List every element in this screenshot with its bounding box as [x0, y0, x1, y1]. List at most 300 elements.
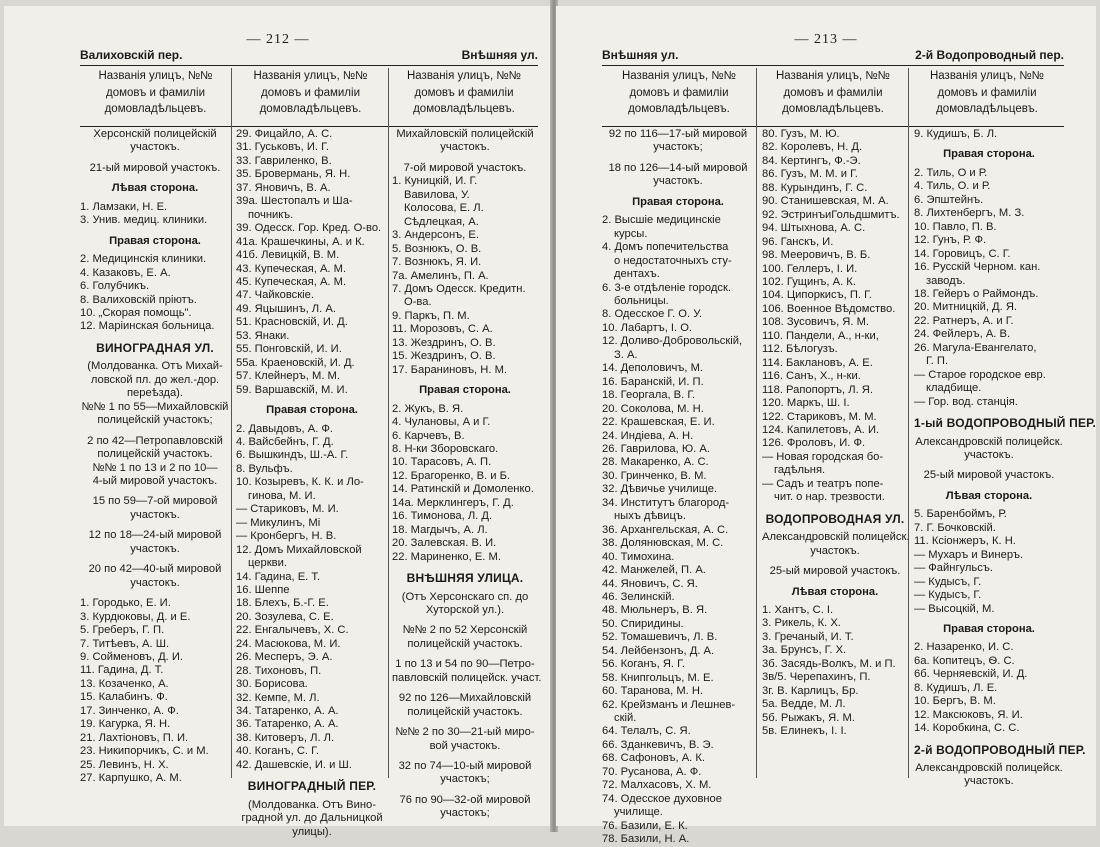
district-note: 25-ый мировой участокъ.	[769, 565, 901, 578]
entry-line: 6а. Копитецъ, Ѳ. С.	[914, 654, 1015, 667]
entry-line: — Старое городское евр.	[914, 368, 1046, 381]
entry-line: О-ва.	[404, 296, 432, 309]
section-heading: Правая сторона.	[266, 404, 358, 417]
district-note: участокъ.	[130, 508, 180, 521]
entry-line: 4. Тиль, О. и Р.	[914, 180, 991, 193]
entry-line: 70. Русанова, А. Ф.	[602, 765, 702, 778]
district-note: 25-ый мировой участокъ.	[923, 469, 1055, 482]
entry-line: о недостаточныхъ сту-	[614, 254, 732, 267]
entry-line: 38. Долянювская, М. С.	[602, 537, 724, 550]
entry-line: 78. Базили, Н. А.	[602, 833, 690, 846]
entry-line: 2. Назаренко, И. С.	[914, 641, 1014, 654]
entry-line: 110. Пандели, А., н-ки,	[762, 329, 879, 342]
running-header-left: Внѣшняя ул.	[602, 48, 679, 62]
entry-line: 10. „Скорая помощь".	[80, 306, 192, 319]
district-note: участокъ;	[653, 141, 703, 154]
entry-line: 14. Деполовичъ, М.	[602, 362, 704, 375]
district-note: (Молдованка. Отъ Вино-	[248, 798, 376, 811]
entry-line: 40. Коганъ, С. Г.	[236, 745, 319, 758]
district-note: 20 по 42—40-ый мировой	[88, 563, 222, 576]
entry-line: 51. Красновскій, И. Д.	[236, 316, 348, 329]
entry-line: 16. Русскій Черном. кан.	[914, 261, 1041, 274]
entry-line: 6. Голубчикъ.	[80, 280, 150, 293]
entry-line: 5в. Елинекъ, І. І.	[762, 725, 847, 738]
entry-line: — Высоцкій, М.	[914, 602, 995, 615]
entry-line: 64. Телалъ, С. Я.	[602, 725, 691, 738]
entry-line: 12. Брагоренко, В. и Б.	[392, 469, 511, 482]
entry-line: 6. Вышкиндъ, Ш.-А. Г.	[236, 449, 349, 462]
entry-line: 98. Мееровичъ, В. Б.	[762, 249, 871, 262]
section-heading: Правая сторона.	[632, 195, 724, 208]
entry-line: Сѣдлецкая, А.	[404, 215, 479, 228]
entry-line: 5. Вознюкъ, О. В.	[392, 242, 482, 255]
entry-line: 38. Китоверъ, Л. Л.	[236, 731, 335, 744]
entry-line: 124. Капилетовъ, А. И.	[762, 423, 880, 436]
entry-line: 37. Яновичъ, В. А.	[236, 181, 331, 194]
district-note: улицы).	[292, 825, 332, 838]
entry-line: 1. Ламзаки, Н. Е.	[80, 200, 168, 213]
entry-line: 66. Зданкевичъ, В. Э.	[602, 738, 714, 751]
district-note: участокъ.	[810, 544, 860, 557]
entry-line: 14. Горовицъ, С. Г.	[914, 247, 1011, 260]
district-note: (Отъ Херсонскаго сп. до	[401, 590, 529, 603]
entry-line: 10. Лабартъ, І. О.	[602, 321, 693, 334]
entry-line: 7. Вознюкъ, Я. И.	[392, 256, 482, 269]
entry-line: 2. Медицинскія клиники.	[80, 253, 207, 266]
entry-line: 59. Варшавскій, М. И.	[236, 383, 348, 396]
district-note: участокъ.	[130, 542, 180, 555]
entry-line: 104. Ципоркисъ, П. Г.	[762, 289, 872, 302]
spacer	[80, 590, 230, 597]
entry-line: 5. Баренбоймъ, Р.	[914, 508, 1007, 521]
entry-line: 94. Штыхнова, А. С.	[762, 222, 866, 235]
entry-line: 114. Баклановъ, А. Е.	[762, 356, 873, 369]
entry-line: 5б. Рыжакъ, Я. М.	[762, 711, 855, 724]
district-note: №№ 2 по 52 Херсонскій	[402, 624, 528, 637]
entry-line: 32. Дѣвичье училище.	[602, 483, 718, 496]
entry-line: 47. Чайковскіе.	[236, 289, 314, 302]
entry-line: 34. Татаренко, А. А.	[236, 705, 339, 718]
entry-line: 56. Коганъ, Я. Г.	[602, 658, 685, 671]
column-divider	[388, 68, 389, 778]
column-header: Названія улицъ, №№ домовъ и фамиліи домовладѣльцевъ.	[621, 70, 737, 115]
entry-line: 45. Купеческая, А. М.	[236, 275, 347, 288]
entry-line: 18. Магдычъ, А. Л.	[392, 523, 488, 536]
spacer	[80, 488, 230, 495]
district-note: 15 по 59—7-ой мировой	[92, 495, 218, 508]
entry-line: 12. Максюковъ, Я. И.	[914, 708, 1023, 721]
entry-line: 30. Гринченко, В. М.	[602, 469, 707, 482]
spacer	[80, 155, 230, 162]
entry-line: 36. Архангельская, А. С.	[602, 523, 729, 536]
entry-line: 4. Казаковъ, Е. А.	[80, 266, 171, 279]
district-note: вой участокъ.	[429, 739, 501, 752]
entry-line: 31. Гуськовъ, И. Г.	[236, 141, 329, 154]
text-column	[80, 128, 230, 785]
entry-line: 49. Яцышинъ, Л. А.	[236, 302, 336, 315]
entry-line: 13. Козаченко, А.	[80, 677, 169, 690]
district-note: полицейскій участокъ;	[97, 414, 213, 427]
entry-line: 26. Месперъ, Э. А.	[236, 651, 333, 664]
section-heading: Правая сторона.	[943, 148, 1035, 161]
entry-line: — Мухаръ и Винеръ.	[914, 548, 1024, 561]
district-note: Хуторской ул.).	[425, 603, 505, 616]
entry-line: 15. Жездринъ, О. В.	[392, 350, 496, 363]
entry-line: 2. Высшіе медицинскіе	[602, 214, 721, 227]
entry-line: 12. Домъ Михайловской	[236, 543, 362, 556]
section-heading: 1-ый ВОДОПРОВОДНЫЙ ПЕР.	[914, 416, 1097, 431]
entry-line: 3. Андерсонъ, Е.	[392, 229, 479, 242]
entry-line: — Файнгульсъ.	[914, 562, 993, 575]
entry-line: З. А.	[614, 348, 638, 361]
entry-line: 12. Доливо-Добровольскій,	[602, 335, 743, 348]
entry-line: 16. Тимонова, Л. Д.	[392, 510, 493, 523]
entry-line: — Кудысъ, Г.	[914, 589, 982, 602]
spacer	[80, 428, 230, 435]
entry-line: 43. Купеческая, А. М.	[236, 262, 347, 275]
district-note: полицейскій участокъ.	[407, 705, 523, 718]
entry-line: 8. Валиховскій пріютъ.	[80, 293, 197, 306]
entry-line: курсы.	[614, 227, 648, 240]
entry-line: скій.	[614, 712, 637, 725]
column-header: Названія улицъ, №№ домовъ и фамиліи домовладѣльцевъ.	[98, 70, 213, 115]
entry-line: 3. Рикель, К. Х.	[762, 617, 841, 630]
entry-line: — Кронбергъ, Н. В.	[236, 530, 337, 543]
entry-line: 26. Гаврилова, Ю. А.	[602, 442, 710, 455]
entry-line: чит. о нар. трезвости.	[774, 491, 885, 504]
entry-line: 18. Георгала, В. Г.	[602, 389, 696, 402]
column-divider	[756, 68, 757, 778]
district-note: №№ 1 по 13 и 2 по 10—	[92, 461, 218, 474]
entry-line: 24. Фейлеръ, А. В.	[914, 328, 1011, 341]
entry-line: ныхъ дѣвицъ.	[614, 510, 686, 523]
district-note: №№ 2 по 30—21-ый миро-	[395, 726, 535, 739]
column-header-rule	[602, 126, 1064, 127]
entry-line: 42. Манжелей, П. А.	[602, 564, 706, 577]
entry-line: 5а. Ведде, М. Л.	[762, 698, 846, 711]
entry-line: 24. Масюкова, М. И.	[236, 637, 341, 650]
entry-line: Г. П.	[926, 355, 949, 368]
entry-line: заводъ.	[926, 274, 966, 287]
entry-line: Колосова, Е. Л.	[404, 202, 484, 215]
entry-line: 6. Эпштейнъ.	[914, 193, 984, 206]
entry-line: больницы.	[614, 294, 669, 307]
entry-line: 22. Ратнеръ, А. и Г.	[914, 314, 1014, 327]
district-note: 7-ой мировой участокъ.	[403, 161, 527, 174]
entry-line: 20. Митницкій, Д. Я.	[914, 301, 1018, 314]
entry-line: 10. Козыревъ, К. К. и Ло-	[236, 476, 364, 489]
entry-line: 27. Карпушко, А. М.	[80, 772, 182, 785]
entry-line: 18. Блехъ, Б.-Г. Е.	[236, 597, 329, 610]
section-heading: ВИНОГРАДНАЯ УЛ.	[96, 340, 214, 355]
entry-line: 4. Вайсбейнъ, Г. Д.	[236, 435, 334, 448]
entry-line: 120. Маркъ, Ш. І.	[762, 397, 850, 410]
entry-line: 52. Томашевичъ, Л. В.	[602, 631, 718, 644]
entry-line: 126. Фроловъ, И. Ф.	[762, 437, 866, 450]
entry-line: 40. Тимохина.	[602, 550, 675, 563]
entry-line: 14. Коробкина, С. С.	[914, 722, 1020, 735]
entry-line: 20. Зозулева, С. Е.	[236, 610, 334, 623]
entry-line: 3г. В. Карлицъ, Бр.	[762, 684, 859, 697]
entry-line: 1. Куницкій, И. Г.	[392, 175, 478, 188]
entry-line: дентахъ.	[614, 268, 660, 281]
entry-line: 14. Гадина, Е. Т.	[236, 570, 321, 583]
spacer	[80, 522, 230, 529]
district-note: ловской пл. до жел.-дор.	[90, 373, 220, 386]
entry-line: 42. Дашевскіе, И. и Ш.	[236, 758, 352, 771]
district-note: 92 по 126—Михайловскій	[398, 692, 532, 705]
entry-line: 106. Военное Вѣдомство.	[762, 302, 896, 315]
running-header-right: Внѣшняя ул.	[461, 48, 538, 62]
entry-line: — Кудысъ, Г.	[914, 575, 982, 588]
entry-line: 96. Ганскъ, И.	[762, 235, 834, 248]
spacer	[392, 685, 538, 692]
entry-line: 28. Макаренко, А. С.	[602, 456, 709, 469]
spacer	[392, 651, 538, 658]
entry-line: 8. Вульфъ.	[236, 462, 293, 475]
section-heading: 2-й ВОДОПРОВОДНЫЙ ПЕР.	[914, 742, 1086, 757]
entry-line: 116. Санъ, Х., н-ки.	[762, 370, 861, 383]
entry-line: 22. Енгалычевъ, Х. С.	[236, 624, 349, 637]
entry-line: 20. Залевская. В. И.	[392, 537, 497, 550]
entry-line: 3. Унив. медиц. клиники.	[80, 214, 208, 227]
district-note: градной ул. до Дальницкой	[241, 812, 383, 825]
entry-line: 36. Татаренко, А. А.	[236, 718, 339, 731]
section-heading: Лѣвая сторона.	[945, 489, 1033, 502]
column-header: Названія улицъ, №№ домовъ и фамиліи домовладѣльцевъ.	[775, 70, 891, 115]
district-note: участокъ.	[440, 141, 490, 154]
entry-line: 9. Кудишъ, Б. Л.	[914, 128, 998, 140]
district-note: Александровскій полицейск.	[915, 435, 1063, 448]
entry-line: 11. Морозовъ, С. А.	[392, 323, 493, 336]
entry-line: 86. Гузъ, М. М. и Г.	[762, 168, 858, 181]
entry-line: 62. Крейзманъ и Лешнев-	[602, 698, 736, 711]
district-note: участокъ;	[440, 807, 490, 820]
district-note: полицейскій участокъ.	[407, 637, 523, 650]
entry-line: 16. Шеппе	[236, 583, 290, 596]
entry-line: 11. Ксіонжеръ, К. Н.	[914, 535, 1016, 548]
entry-line: 17. Зинченко, А. Ф.	[80, 704, 179, 717]
district-note: 2 по 42—Петропавловскій	[87, 434, 223, 447]
entry-line: 58. Книпгольцъ, М. Е.	[602, 671, 714, 684]
section-heading: Правая сторона.	[943, 622, 1035, 635]
district-note: 18 по 126—14-ый мировой	[608, 161, 748, 174]
entry-line: 108. Зусовичъ, Я. М.	[762, 316, 870, 329]
entry-line: 4. Чулановы, А и Г.	[392, 416, 491, 429]
entry-line: 20. Соколова, М. Н.	[602, 402, 704, 415]
district-note: участокъ.	[964, 775, 1014, 788]
spacer	[914, 462, 1064, 469]
text-column	[236, 128, 388, 839]
entry-line: 6. Карчевъ, В.	[392, 429, 465, 442]
entry-line: 33. Гавриленко, В.	[236, 154, 332, 167]
entry-line: 6. 3-е отдѣленіе городск.	[602, 281, 731, 294]
entry-line: — Садъ и театръ попе-	[762, 477, 884, 490]
entry-line: 10. Бергъ, В. М.	[914, 695, 996, 708]
spacer	[392, 617, 538, 624]
entry-line: 30. Борисова.	[236, 678, 308, 691]
entry-line: 6б. Черняевскій, И. Д.	[914, 668, 1028, 681]
column-divider	[908, 68, 909, 778]
entry-line: 57. Клейнеръ, М. М.	[236, 370, 340, 383]
page-number: — 213 —	[794, 32, 858, 47]
entry-line: 84. Кертингъ, Ф.-Э.	[762, 154, 861, 167]
entry-line: 3. Курдюковы, Д. и Е.	[80, 610, 191, 623]
entry-line: 26. Магула-Евангелато,	[914, 341, 1037, 354]
entry-line: 32. Кемпе, М. Л.	[236, 691, 320, 704]
entry-line: 2. Давыдовъ, А. Ф.	[236, 422, 334, 435]
entry-line: 92. ЭстринъиГольдшмитъ.	[762, 208, 900, 221]
entry-line: 41б. Левицкій, В. М.	[236, 249, 340, 262]
entry-line: 68. Сафоновъ, А. К.	[602, 752, 705, 765]
entry-line: церкви.	[248, 557, 287, 570]
entry-line: 2. Тиль, О и Р.	[914, 166, 988, 179]
entry-line: 16. Баранскій, И. П.	[602, 375, 704, 388]
district-note: участокъ.	[653, 175, 703, 188]
entry-line: Вавилова, У.	[404, 188, 470, 201]
entry-line: 82. Королевъ, Н. Д.	[762, 141, 863, 154]
text-column	[392, 128, 542, 821]
page-number: — 212 —	[246, 32, 310, 47]
entry-line: 55а. Краеновскій, И. Д.	[236, 356, 355, 369]
left-page	[4, 6, 552, 838]
right-page	[556, 6, 1097, 846]
column-header: Названія улицъ, №№ домовъ и фамиліи домовладѣльцевъ.	[929, 70, 1045, 115]
district-note: Александровскій полицейск.	[915, 762, 1063, 775]
entry-line: 44. Яновичъ, С. Я.	[602, 577, 698, 590]
entry-line: 102. Гущинъ, А. К.	[762, 275, 856, 288]
entry-line: кладбище.	[926, 382, 982, 395]
entry-line: 60. Таранова, М. Н.	[602, 685, 704, 698]
section-heading: ВНѢШНЯЯ УЛИЦА.	[406, 571, 524, 586]
entry-line: 39. Одесск. Гор. Кред. О-во.	[236, 222, 382, 235]
spacer	[602, 155, 754, 162]
entry-line: 88. Курындинъ, Г. С.	[762, 181, 868, 194]
entry-line: 112. Бѣлогузъ.	[762, 343, 838, 356]
entry-line: 29. Фицайло, А. С.	[236, 128, 333, 140]
entry-line: 90. Станишевская, М. А.	[762, 195, 889, 208]
spacer	[392, 155, 538, 162]
district-note: (Молдованка. Отъ Михай-	[87, 360, 223, 373]
entry-line: 76. Базили, Е. К.	[602, 819, 688, 832]
district-note: 21-ый мировой участокъ.	[89, 161, 221, 174]
entry-line: 13. Жездринъ, О. В.	[392, 336, 496, 349]
entry-line: 7. Титѣевъ, А. Ш.	[80, 637, 170, 650]
entry-line: 5. Греберъ, Г. П.	[80, 624, 165, 637]
entry-line: 22. Мариненко, Е. М.	[392, 550, 501, 563]
entry-line: 100. Геллеръ, І. И.	[762, 262, 858, 275]
entry-line: 7а. Амелинъ, П. А.	[392, 269, 489, 282]
spacer	[80, 556, 230, 563]
section-heading: Правая сторона.	[109, 234, 201, 247]
entry-line: 3. Гречаный, И. Т.	[762, 630, 854, 643]
section-heading: Лѣвая сторона.	[791, 585, 879, 598]
running-header-left: Валиховскій пер.	[80, 48, 183, 62]
entry-line: 46. Зелинскій.	[602, 590, 675, 603]
entry-line: 122. Стариковъ, М. М.	[762, 410, 877, 423]
entry-line: 54. Лейбензонъ, Д. А.	[602, 644, 715, 657]
entry-line: 8. Н-ки Зборовскаго.	[392, 442, 499, 455]
entry-line: 34. Институтъ благород-	[602, 496, 730, 509]
entry-line: гинова, М. И.	[248, 489, 316, 502]
entry-line: 41а. Крашечкины, А. и К.	[236, 235, 365, 248]
entry-line: почникъ.	[248, 208, 294, 221]
section-heading: Правая сторона.	[419, 384, 511, 397]
entry-line: 2. Жукъ, В. Я.	[392, 402, 464, 415]
district-note: 12 по 18—24-ый мировой	[88, 529, 222, 542]
entry-line: 55. Понговскій, И. И.	[236, 343, 342, 356]
entry-line: 18. Гейеръ о Раймондъ.	[914, 287, 1039, 300]
text-column	[762, 128, 908, 738]
district-note: Александровскій полицейск.	[762, 531, 910, 544]
entry-line: 8. Одесское Г. О. У.	[602, 308, 702, 321]
spacer	[392, 753, 538, 760]
entry-line: 17. Бараниновъ, Н. М.	[392, 363, 507, 376]
entry-line: 1. Городько, Е. И.	[80, 597, 171, 610]
district-note: 92 по 116—17-ый мировой	[608, 128, 748, 140]
entry-line: 74. Одесское духовное	[602, 792, 723, 805]
entry-line: 10. Тарасовъ, А. П.	[392, 456, 492, 469]
spacer	[762, 558, 908, 565]
district-note: участокъ;	[440, 773, 490, 786]
entry-line: 22. Крашевская, Е. И.	[602, 416, 715, 429]
entry-line: 28. Тихоновъ, П.	[236, 664, 322, 677]
column-header-rule	[80, 126, 538, 127]
district-note: участокъ.	[130, 141, 180, 154]
entry-line: — Микулинъ, Мі	[236, 516, 321, 529]
entry-line: 4. Домъ попечительства	[602, 241, 729, 254]
entry-line: 24. Индіева, А. Н.	[602, 429, 694, 442]
entry-line: 14. Ратинскій и Домоленко.	[392, 483, 534, 496]
entry-line: 118. Рапопортъ, Л. Я.	[762, 383, 873, 396]
entry-line: 9. Паркъ, П. М.	[392, 309, 470, 322]
entry-line: 3б. Засядь-Волкъ, М. и П.	[762, 657, 896, 670]
header-rule	[602, 65, 1064, 66]
column-header: Названія улицъ, №№ домовъ и фамиліи домовладѣльцевъ.	[253, 70, 368, 115]
district-note: участокъ.	[130, 576, 180, 589]
entry-line: училище.	[614, 806, 663, 819]
entry-line: 3а. Брунсъ, Г. Х.	[762, 644, 847, 657]
entry-line: — Стариковъ, М. И.	[236, 503, 339, 516]
entry-line: 14а. Мерклингеръ, Г. Д.	[392, 496, 514, 509]
entry-line: 23. Никипорчикъ, С. и М.	[80, 745, 209, 758]
column-header: Названія улицъ, №№ домовъ и фамиліи домовладѣльцевъ.	[406, 70, 522, 115]
spacer	[392, 719, 538, 726]
district-note: участокъ.	[964, 448, 1014, 461]
entry-line: — Гор. вод. станція.	[914, 395, 1018, 408]
entry-line: 19. Кагурка, Я. Н.	[80, 718, 171, 731]
district-note: Херсонскій полицейскій	[93, 128, 217, 140]
section-heading: ВИНОГРАДНЫЙ ПЕР.	[247, 779, 377, 794]
header-rule	[80, 65, 538, 66]
entry-line: 10. Павло, П. В.	[914, 220, 997, 233]
entry-line: гадѣльня.	[774, 464, 826, 477]
entry-line: 8. Лихтенбергъ, М. З.	[914, 207, 1025, 220]
entry-line: 11. Гадина, Д. Т.	[80, 664, 164, 677]
district-note: полицейскій участокъ.	[97, 448, 213, 461]
entry-line: — Новая городская бо-	[762, 450, 884, 463]
spacer	[392, 787, 538, 794]
entry-line: 39а. Шестопалъ и Ша-	[236, 195, 353, 208]
entry-line: 48. Мюльнеръ, В. Я.	[602, 604, 708, 617]
district-note: 1 по 13 и 54 по 90—Петро-	[395, 658, 535, 671]
entry-line: 21. Лахтіоновъ, П. И.	[80, 731, 189, 744]
district-note: 76 по 90—32-ой мировой	[399, 793, 531, 806]
entry-line: 8. Кудишъ, Л. Е.	[914, 681, 998, 694]
entry-line: 15. Калабинъ. Ф.	[80, 691, 168, 704]
text-column	[914, 128, 1097, 789]
entry-line: 50. Спиридины.	[602, 617, 684, 630]
